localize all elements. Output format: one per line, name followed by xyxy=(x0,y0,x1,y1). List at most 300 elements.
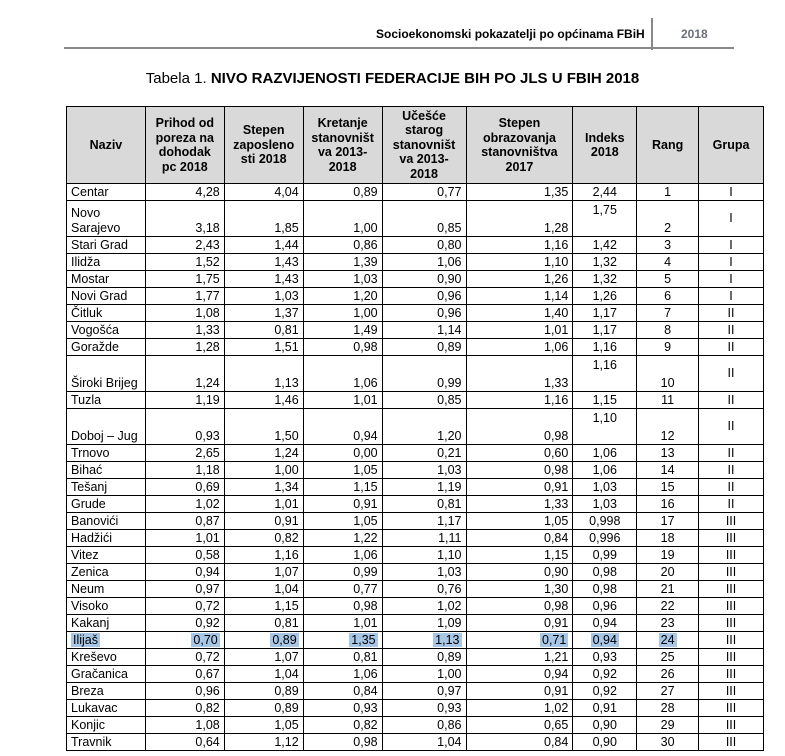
cell-obrazovanje xyxy=(466,513,573,530)
cell-grupa-text: III xyxy=(725,581,737,596)
cell-zaposleno-text: 1,04 xyxy=(274,667,299,681)
cell-grupa-text: III xyxy=(725,615,737,630)
cell-kretanje xyxy=(303,184,382,201)
cell-kretanje-text: 0,93 xyxy=(353,701,378,715)
cell-grupa xyxy=(699,409,764,445)
cell-ucesce-text: 0,93 xyxy=(437,701,462,715)
cell-rang-text: 11 xyxy=(661,393,675,407)
cell-naziv-text: Čitluk xyxy=(71,306,103,320)
cell-naziv-text: Široki Brijeg xyxy=(71,376,138,390)
cell-grupa-text: III xyxy=(725,564,737,579)
cell-rang xyxy=(637,271,699,288)
cell-prihod xyxy=(145,666,224,683)
cell-zaposleno xyxy=(224,496,303,513)
cell-grupa-text: II xyxy=(727,392,735,407)
cell-kretanje-text: 0,77 xyxy=(353,582,378,596)
cell-prihod xyxy=(145,479,224,496)
table-row xyxy=(67,581,764,598)
cell-kretanje xyxy=(303,254,382,271)
cell-indeks xyxy=(573,201,637,237)
col-header-obrazovanje: Stepen obrazovanja stanovništva 2017 xyxy=(466,107,573,184)
cell-kretanje-text: 0,99 xyxy=(353,565,378,579)
cell-naziv-text: Grude xyxy=(71,497,106,511)
cell-prihod xyxy=(145,254,224,271)
cell-zaposleno xyxy=(224,632,303,649)
cell-rang xyxy=(637,479,699,496)
cell-ucesce-text: 1,11 xyxy=(438,531,462,545)
cell-obrazovanje-text: 1,26 xyxy=(544,272,569,286)
cell-obrazovanje xyxy=(466,462,573,479)
cell-kretanje-text: 1,06 xyxy=(353,667,378,681)
cell-ucesce xyxy=(382,479,466,496)
cell-kretanje xyxy=(303,649,382,666)
table-row xyxy=(67,683,764,700)
cell-prihod-text: 1,52 xyxy=(195,255,220,269)
cell-grupa xyxy=(699,201,764,237)
cell-ucesce-text: 0,21 xyxy=(437,446,462,460)
cell-obrazovanje-text: 1,33 xyxy=(544,376,569,390)
cell-prihod xyxy=(145,271,224,288)
cell-grupa xyxy=(699,445,764,462)
cell-grupa xyxy=(699,339,764,356)
cell-obrazovanje-text: 0,94 xyxy=(544,667,569,681)
cell-indeks-text: 0,94 xyxy=(592,632,617,647)
cell-prihod-text: 1,02 xyxy=(195,497,220,511)
caption-title: NIVO RAZVIJENOSTI FEDERACIJE BIH PO JLS U FBIH 2018 xyxy=(210,70,640,87)
cell-kretanje xyxy=(303,288,382,305)
cell-indeks xyxy=(573,632,637,649)
cell-naziv xyxy=(67,683,146,700)
cell-obrazovanje-text: 1,16 xyxy=(544,238,569,252)
cell-obrazovanje-text: 1,10 xyxy=(544,255,569,269)
cell-grupa xyxy=(699,356,764,392)
cell-zaposleno-text: 1,46 xyxy=(274,393,299,407)
cell-naziv-text: Kakanj xyxy=(71,616,110,630)
cell-kretanje xyxy=(303,632,382,649)
cell-ucesce-text: 1,00 xyxy=(437,667,462,681)
cell-indeks xyxy=(573,254,637,271)
cell-ucesce xyxy=(382,530,466,547)
cell-ucesce-text: 0,86 xyxy=(437,718,462,732)
table-row xyxy=(67,649,764,666)
cell-rang-text: 28 xyxy=(660,701,675,715)
cell-kretanje-text: 0,98 xyxy=(353,735,378,749)
cell-kretanje-text: 1,06 xyxy=(353,548,378,562)
cell-prihod xyxy=(145,734,224,751)
cell-kretanje xyxy=(303,547,382,564)
cell-naziv xyxy=(67,288,146,305)
header-title: Socioekonomski pokazatelji po općinama FBiH xyxy=(376,27,645,41)
cell-ucesce xyxy=(382,734,466,751)
cell-rang xyxy=(637,288,699,305)
cell-ucesce xyxy=(382,581,466,598)
cell-rang xyxy=(637,184,699,201)
cell-grupa-text: II xyxy=(727,496,735,511)
cell-indeks-text: 0,996 xyxy=(589,530,621,545)
cell-rang-text: 13 xyxy=(660,446,675,460)
table-row xyxy=(67,598,764,615)
cell-obrazovanje-text: 1,33 xyxy=(544,497,569,511)
cell-obrazovanje xyxy=(466,445,573,462)
cell-obrazovanje-text: 1,15 xyxy=(544,548,569,562)
cell-rang-text: 10 xyxy=(660,376,675,390)
cell-ucesce xyxy=(382,339,466,356)
cell-prihod-text: 0,94 xyxy=(195,565,220,579)
cell-zaposleno-text: 1,85 xyxy=(274,221,299,235)
cell-grupa-text: III xyxy=(725,649,737,664)
cell-ucesce xyxy=(382,632,466,649)
cell-indeks xyxy=(573,530,637,547)
table-row xyxy=(67,632,764,649)
cell-indeks-text: 0,98 xyxy=(592,564,617,579)
header-separator xyxy=(651,18,653,50)
cell-prihod xyxy=(145,547,224,564)
cell-grupa xyxy=(699,666,764,683)
cell-indeks xyxy=(573,513,637,530)
cell-grupa xyxy=(699,530,764,547)
cell-kretanje-text: 1,01 xyxy=(353,616,378,630)
cell-ucesce xyxy=(382,462,466,479)
cell-ucesce-text: 1,10 xyxy=(437,548,462,562)
cell-obrazovanje xyxy=(466,530,573,547)
cell-obrazovanje xyxy=(466,288,573,305)
cell-obrazovanje-text: 0,65 xyxy=(544,718,569,732)
cell-grupa-text: II xyxy=(727,366,735,380)
cell-zaposleno xyxy=(224,598,303,615)
cell-kretanje xyxy=(303,339,382,356)
cell-indeks-text: 1,42 xyxy=(592,237,617,252)
table-row xyxy=(67,530,764,547)
table-row xyxy=(67,700,764,717)
cell-ucesce-text: 0,80 xyxy=(437,238,462,252)
cell-naziv xyxy=(67,530,146,547)
cell-zaposleno-text: 1,44 xyxy=(274,238,299,252)
cell-obrazovanje-text: 1,30 xyxy=(544,582,569,596)
cell-naziv xyxy=(67,305,146,322)
cell-kretanje-text: 0,91 xyxy=(353,497,378,511)
cell-rang-text: 17 xyxy=(660,514,675,528)
cell-indeks-text: 1,03 xyxy=(592,479,617,494)
cell-obrazovanje-text: 0,91 xyxy=(544,480,569,494)
cell-ucesce xyxy=(382,305,466,322)
cell-grupa xyxy=(699,598,764,615)
table-row xyxy=(67,479,764,496)
table-row xyxy=(67,666,764,683)
cell-grupa-text: III xyxy=(725,513,737,528)
cell-ucesce-text: 0,85 xyxy=(437,221,462,235)
cell-kretanje-text: 0,98 xyxy=(353,599,378,613)
cell-grupa xyxy=(699,496,764,513)
cell-zaposleno-text: 1,37 xyxy=(274,306,299,320)
cell-kretanje xyxy=(303,356,382,392)
cell-grupa-text: III xyxy=(725,666,737,681)
cell-grupa-text: I xyxy=(729,288,733,303)
cell-rang xyxy=(637,530,699,547)
cell-obrazovanje xyxy=(466,598,573,615)
cell-kretanje xyxy=(303,581,382,598)
cell-grupa xyxy=(699,632,764,649)
cell-obrazovanje xyxy=(466,547,573,564)
cell-rang xyxy=(637,598,699,615)
cell-obrazovanje-text: 1,01 xyxy=(544,323,569,337)
cell-indeks xyxy=(573,615,637,632)
cell-obrazovanje xyxy=(466,496,573,513)
cell-ucesce xyxy=(382,184,466,201)
cell-indeks-text: 0,93 xyxy=(592,649,617,664)
cell-obrazovanje xyxy=(466,392,573,409)
cell-zaposleno-text: 1,12 xyxy=(274,735,299,749)
caption-prefix: Tabela 1. xyxy=(145,70,207,87)
cell-indeks-text: 1,17 xyxy=(592,305,617,320)
cell-rang xyxy=(637,581,699,598)
cell-indeks xyxy=(573,564,637,581)
cell-obrazovanje xyxy=(466,201,573,237)
cell-indeks-text: 1,17 xyxy=(592,322,617,337)
cell-obrazovanje xyxy=(466,683,573,700)
table-row xyxy=(67,201,764,237)
cell-prihod-text: 1,19 xyxy=(195,393,220,407)
cell-grupa-text: I xyxy=(729,254,733,269)
cell-kretanje-text: 0,82 xyxy=(353,718,378,732)
cell-prihod-text: 0,69 xyxy=(195,480,220,494)
cell-prihod-text: 0,72 xyxy=(195,599,220,613)
cell-ucesce xyxy=(382,322,466,339)
cell-naziv-text: Gračanica xyxy=(71,667,128,681)
cell-prihod-text: 0,58 xyxy=(195,548,220,562)
cell-kretanje-text: 1,39 xyxy=(353,255,378,269)
cell-indeks xyxy=(573,237,637,254)
cell-indeks xyxy=(573,479,637,496)
cell-naziv xyxy=(67,649,146,666)
cell-prihod-text: 1,08 xyxy=(195,306,220,320)
cell-zaposleno-text: 0,81 xyxy=(274,616,299,630)
cell-ucesce-text: 0,96 xyxy=(437,306,462,320)
cell-rang-text: 23 xyxy=(660,616,675,630)
cell-ucesce xyxy=(382,409,466,445)
cell-prihod-text: 0,72 xyxy=(195,650,220,664)
cell-naziv xyxy=(67,409,146,445)
cell-ucesce xyxy=(382,288,466,305)
cell-zaposleno xyxy=(224,734,303,751)
cell-zaposleno-text: 1,43 xyxy=(274,272,299,286)
cell-grupa-text: II xyxy=(727,322,735,337)
cell-ucesce-text: 1,14 xyxy=(437,323,462,337)
cell-kretanje xyxy=(303,700,382,717)
cell-ucesce-text: 1,03 xyxy=(437,463,462,477)
table-row xyxy=(67,356,764,392)
col-header-zaposleno: Stepen zaposleno sti 2018 xyxy=(224,107,303,184)
table-row xyxy=(67,409,764,445)
cell-grupa xyxy=(699,479,764,496)
header-row xyxy=(67,107,764,184)
table-row xyxy=(67,547,764,564)
cell-zaposleno xyxy=(224,649,303,666)
cell-prihod-text: 0,93 xyxy=(195,429,220,443)
cell-zaposleno-text: 1,07 xyxy=(274,650,299,664)
cell-rang xyxy=(637,496,699,513)
cell-rang-text: 15 xyxy=(660,480,675,494)
cell-grupa-text: III xyxy=(725,530,737,545)
cell-obrazovanje-text: 1,35 xyxy=(544,185,569,199)
table-row xyxy=(67,392,764,409)
cell-rang-text: 25 xyxy=(660,650,675,664)
cell-grupa xyxy=(699,615,764,632)
cell-zaposleno-text: 1,01 xyxy=(274,497,299,511)
cell-obrazovanje-text: 0,71 xyxy=(542,633,567,647)
cell-rang xyxy=(637,615,699,632)
cell-naziv-text: Konjic xyxy=(71,718,106,732)
col-header-indeks: Indeks 2018 xyxy=(573,107,637,184)
cell-zaposleno-text: 0,81 xyxy=(274,323,299,337)
cell-naziv xyxy=(67,479,146,496)
cell-zaposleno-text: 0,89 xyxy=(274,684,299,698)
cell-zaposleno-text: 1,05 xyxy=(274,718,299,732)
cell-naziv xyxy=(67,254,146,271)
cell-ucesce-text: 1,09 xyxy=(437,616,462,630)
cell-naziv-text: Vitez xyxy=(71,548,99,562)
cell-rang-text: 14 xyxy=(660,463,675,477)
cell-zaposleno xyxy=(224,717,303,734)
cell-indeks xyxy=(573,496,637,513)
cell-prihod-text: 1,08 xyxy=(195,718,220,732)
cell-kretanje-text: 1,15 xyxy=(353,480,378,494)
col-header-rang: Rang xyxy=(637,107,699,184)
cell-prihod-text: 0,92 xyxy=(195,616,220,630)
cell-rang-text: 9 xyxy=(664,340,672,354)
cell-naziv xyxy=(67,666,146,683)
table-row xyxy=(67,513,764,530)
cell-naziv xyxy=(67,462,146,479)
cell-naziv xyxy=(67,392,146,409)
cell-grupa xyxy=(699,271,764,288)
cell-prihod xyxy=(145,649,224,666)
cell-prihod xyxy=(145,356,224,392)
cell-obrazovanje-text: 1,28 xyxy=(544,221,569,235)
cell-prihod-text: 1,75 xyxy=(195,272,220,286)
table-row xyxy=(67,288,764,305)
cell-naziv-text: Ilidža xyxy=(71,255,101,269)
cell-indeks xyxy=(573,683,637,700)
cell-rang xyxy=(637,392,699,409)
cell-indeks xyxy=(573,305,637,322)
cell-naziv xyxy=(67,598,146,615)
cell-obrazovanje-text: 1,06 xyxy=(544,340,569,354)
cell-zaposleno-text: 0,91 xyxy=(274,514,299,528)
cell-kretanje-text: 0,81 xyxy=(353,650,378,664)
cell-prihod-text: 0,70 xyxy=(193,633,218,647)
cell-indeks xyxy=(573,700,637,717)
table-row xyxy=(67,564,764,581)
cell-ucesce xyxy=(382,496,466,513)
cell-grupa-text: II xyxy=(727,339,735,354)
cell-naziv-text: Centar xyxy=(71,185,109,199)
cell-zaposleno-text: 1,13 xyxy=(274,376,299,390)
cell-kretanje xyxy=(303,666,382,683)
cell-zaposleno-text: 1,24 xyxy=(274,446,299,460)
cell-zaposleno xyxy=(224,288,303,305)
cell-ucesce-text: 1,13 xyxy=(435,633,460,647)
cell-naziv-text: Zenica xyxy=(71,565,109,579)
cell-prihod xyxy=(145,598,224,615)
cell-kretanje-text: 1,01 xyxy=(353,393,378,407)
cell-obrazovanje xyxy=(466,717,573,734)
cell-ucesce-text: 1,04 xyxy=(437,735,462,749)
cell-zaposleno xyxy=(224,445,303,462)
cell-indeks xyxy=(573,184,637,201)
cell-rang xyxy=(637,649,699,666)
cell-rang-text: 21 xyxy=(660,582,675,596)
cell-ucesce-text: 0,89 xyxy=(437,650,462,664)
cell-rang xyxy=(637,683,699,700)
cell-kretanje xyxy=(303,392,382,409)
cell-obrazovanje-text: 0,98 xyxy=(544,599,569,613)
cell-indeks xyxy=(573,445,637,462)
cell-indeks xyxy=(573,581,637,598)
cell-indeks-text: 0,90 xyxy=(592,717,617,732)
cell-indeks-text: 0,998 xyxy=(589,513,621,528)
cell-grupa xyxy=(699,184,764,201)
cell-grupa xyxy=(699,237,764,254)
cell-naziv xyxy=(67,271,146,288)
cell-ucesce-text: 1,06 xyxy=(437,255,462,269)
cell-rang-text: 5 xyxy=(664,272,672,286)
cell-rang xyxy=(637,547,699,564)
cell-naziv-text: Bihać xyxy=(71,463,103,477)
cell-obrazovanje xyxy=(466,564,573,581)
cell-rang-text: 1 xyxy=(664,185,672,199)
cell-obrazovanje xyxy=(466,322,573,339)
cell-kretanje-text: 0,00 xyxy=(353,446,378,460)
cell-obrazovanje-text: 1,40 xyxy=(544,306,569,320)
cell-rang xyxy=(637,409,699,445)
cell-ucesce xyxy=(382,649,466,666)
cell-zaposleno xyxy=(224,581,303,598)
cell-grupa xyxy=(699,547,764,564)
cell-naziv xyxy=(67,734,146,751)
cell-zaposleno xyxy=(224,322,303,339)
cell-obrazovanje xyxy=(466,356,573,392)
cell-grupa-text: III xyxy=(725,547,737,562)
col-header-kretanje: Kretanje stanovništ va 2013-2018 xyxy=(303,107,382,184)
cell-kretanje xyxy=(303,615,382,632)
cell-grupa xyxy=(699,717,764,734)
cell-prihod xyxy=(145,237,224,254)
cell-kretanje-text: 1,22 xyxy=(353,531,378,545)
cell-ucesce xyxy=(382,683,466,700)
cell-obrazovanje-text: 1,14 xyxy=(544,289,569,303)
cell-kretanje xyxy=(303,445,382,462)
cell-grupa xyxy=(699,564,764,581)
cell-kretanje xyxy=(303,479,382,496)
cell-indeks xyxy=(573,356,637,392)
cell-zaposleno xyxy=(224,479,303,496)
cell-naziv-text: Lukavac xyxy=(71,701,118,715)
cell-kretanje xyxy=(303,237,382,254)
cell-zaposleno-text: 1,15 xyxy=(274,599,299,613)
cell-indeks-text: 1,75 xyxy=(592,203,617,217)
cell-grupa-text: III xyxy=(725,632,737,647)
cell-obrazovanje xyxy=(466,734,573,751)
cell-indeks-text: 0,92 xyxy=(592,666,617,681)
cell-prihod xyxy=(145,445,224,462)
cell-naziv xyxy=(67,201,146,237)
cell-kretanje xyxy=(303,513,382,530)
cell-indeks-text: 1,16 xyxy=(592,358,617,372)
cell-naziv-text: Neum xyxy=(71,582,105,596)
cell-rang xyxy=(637,237,699,254)
cell-grupa-text: I xyxy=(729,271,733,286)
cell-indeks xyxy=(573,462,637,479)
